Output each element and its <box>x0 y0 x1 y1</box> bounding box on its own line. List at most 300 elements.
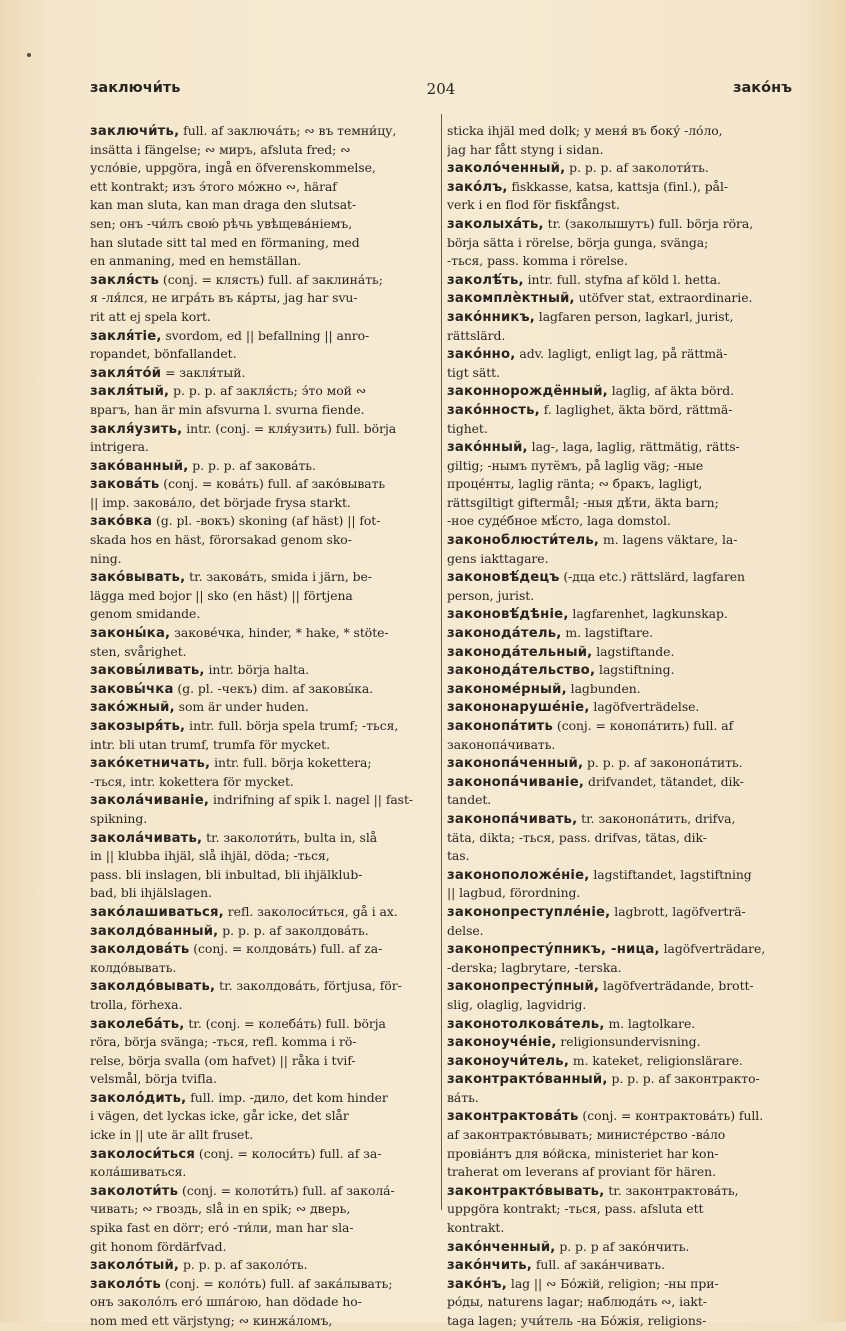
definition-text: ро́ды, naturens lagar; наблюда́ть ∾, iakt- <box>447 1294 707 1310</box>
definition-text: p. p. p. af законтракто- <box>607 1071 760 1087</box>
entry-line <box>447 271 791 290</box>
headword: закова́ть <box>90 477 160 493</box>
entry-continuation-line <box>90 159 436 178</box>
definition-text: drifvandet, tätandet, dik- <box>584 773 744 789</box>
definition-text: religionsundervisning. <box>556 1034 701 1050</box>
definition-text: -ться, pass. komma i rörelse. <box>447 253 628 269</box>
entry-continuation-line <box>90 587 436 606</box>
definition-text: intr. full. börja spela trumf; -ться, <box>185 718 399 733</box>
entry-continuation-line <box>90 736 436 755</box>
headword: заключи́ть, <box>90 124 180 139</box>
entry-line <box>90 977 436 996</box>
entry-continuation-line <box>90 773 436 792</box>
entry-line <box>447 680 791 699</box>
definition-text: -ться, intr. kokettera för mycket. <box>90 773 294 789</box>
running-head-right: зако́нъ <box>733 80 792 96</box>
entry-continuation-line <box>447 1219 791 1238</box>
definition-text: slig, olaglig, lagvidrig. <box>447 996 587 1012</box>
headword: законтракто́вывать, <box>447 1183 605 1199</box>
definition-text: traherat om leverans af proviant för hären. <box>447 1164 716 1180</box>
definition-text: intr. (conj. = кля́узить) full. börja <box>182 420 397 436</box>
definition-text: кола́шиваться. <box>90 1164 187 1180</box>
entry-line <box>90 922 436 941</box>
entry-line <box>90 698 436 717</box>
entry-line <box>447 531 791 550</box>
definition-text: tighet. <box>447 420 488 436</box>
headword: зако́вка <box>90 514 153 530</box>
entry-continuation-line <box>447 829 791 848</box>
definition-text: kontrakt. <box>447 1220 505 1236</box>
definition-text: || imp. закова́ло, det började frysa starkt. <box>90 494 351 510</box>
entry-continuation-line <box>447 1312 791 1331</box>
headword: заколдова́ть <box>90 942 190 958</box>
headword: закола́чиваніе, <box>90 793 210 809</box>
entry-continuation-line <box>447 1089 791 1108</box>
definition-text: intr. bli utan trumf, trumfa för mycket. <box>90 736 330 752</box>
definition-text: lagöfverträdande, brott- <box>599 978 754 994</box>
definition-text: чивать; ∾ гвоздь, slå in en spik; ∾ дверь, <box>90 1201 351 1217</box>
definition-text: spika fast en dörr; его́ -ти́ли, man har sla- <box>90 1220 354 1236</box>
entry-continuation-line <box>90 494 436 513</box>
headword: законнорождённый, <box>447 384 608 400</box>
definition-text: tr. заколоти́ть, bulta in, slå <box>202 829 378 845</box>
entry-continuation-line <box>90 141 436 160</box>
entry-line <box>447 903 791 922</box>
definition-text: p. p. p. af заколо́ть. <box>179 1257 308 1273</box>
entry-continuation-line <box>90 1293 436 1312</box>
headword: законопа́чиваніе, <box>447 774 585 790</box>
headword: законопа́чивать, <box>447 811 578 827</box>
entry-line <box>447 866 791 885</box>
entry-continuation-line <box>90 1033 436 1052</box>
definition-text: (conj. = клясть) full. af заклина́ть; <box>159 271 383 287</box>
definition-text: verk i en flod för fiskfångst. <box>447 197 620 213</box>
entry-continuation-line <box>90 438 436 457</box>
headword: зако́вывать, <box>90 570 186 586</box>
entry-continuation-line <box>90 531 436 550</box>
definition-text: (conj. = колоти́ть) full. af закола́- <box>178 1182 395 1198</box>
definition-text: p. p. p. af заколоти́ть. <box>565 160 709 176</box>
definition-text: han slutade sitt tal med en förmaning, med <box>90 234 360 250</box>
definition-text: провіа́нтъ для во́йска, ministeriet har kon- <box>447 1145 719 1161</box>
definition-text: (g. pl. -вокъ) skoning (af häst) || fot- <box>152 513 381 529</box>
headword: заколоси́ться <box>90 1146 196 1162</box>
entry-continuation-line <box>447 1163 791 1182</box>
entry-line <box>447 1275 791 1294</box>
entry-continuation-line <box>447 587 791 606</box>
definition-text: проце́нты, laglig ränta; ∾ бракъ, lagligt, <box>447 476 703 492</box>
definition-text: онъ заколо́лъ его́ шпа́гою, han dödade ho- <box>90 1294 362 1310</box>
definition-text: intr. full. styfna af köld l. hetta. <box>523 271 721 287</box>
definition-text: || lagbud, förordning. <box>447 885 581 901</box>
paper-speck <box>27 53 31 57</box>
definition-text: delse. <box>447 922 484 938</box>
entry-continuation-line <box>447 736 791 755</box>
definition-text: indrifning af spik l. nagel || fast- <box>209 792 414 808</box>
definition-text: ett kontrakt; изъ э́того мо́жно ∾, häraf <box>90 178 337 194</box>
headword: заколдо́ванный, <box>90 923 219 939</box>
definition-text: закове́чка, hinder, * hake, * stöte- <box>170 625 389 641</box>
headword: законода́тель, <box>447 626 562 642</box>
definition-text: (conj. = конопа́тить) full. af <box>553 718 734 733</box>
entry-continuation-line <box>90 1052 436 1071</box>
entry-continuation-line <box>447 959 791 978</box>
entry-continuation-line <box>90 215 436 234</box>
entry-line <box>90 754 436 773</box>
definition-text: spikning. <box>90 810 148 826</box>
entry-line <box>447 1070 791 1089</box>
headword: законопреступле́ніе, <box>447 904 611 920</box>
definition-text: adv. lagligt, enligt lag, på rättmä- <box>515 346 728 362</box>
headword: законовѣ́дѣніе, <box>447 607 569 623</box>
entry-continuation-line <box>90 866 436 885</box>
definition-text: rättslärd. <box>447 327 506 343</box>
entry-line <box>90 122 436 141</box>
entry-line <box>90 940 436 959</box>
definition-text: rit att ej spela kort. <box>90 308 211 324</box>
entry-line <box>90 475 436 494</box>
entry-line <box>90 568 436 587</box>
headword: закля́тіе, <box>90 328 162 344</box>
headword: зако́нный, <box>447 440 528 456</box>
headword: законопресту́пный, <box>447 979 600 995</box>
headword: законопа́ченный, <box>447 756 584 772</box>
entry-continuation-line <box>90 289 436 308</box>
definition-text: tas. <box>447 848 470 864</box>
definition-text: lagöfverträdare, <box>659 941 766 957</box>
entry-continuation-line <box>447 234 791 253</box>
entry-line <box>90 1256 436 1275</box>
entry-continuation-line <box>447 922 791 941</box>
entry-line <box>90 382 436 401</box>
headword: законоучи́тель, <box>447 1053 570 1069</box>
definition-text: я -ля́лся, не игра́ть въ ка́рты, jag har svu- <box>90 290 358 306</box>
entry-line <box>90 680 436 699</box>
entry-line <box>447 568 791 587</box>
headword: законопресту́пникъ, -ница, <box>447 942 660 958</box>
entry-line <box>447 624 791 643</box>
definition-text: p. p. p. af заколдова́ть. <box>218 922 369 938</box>
right-column <box>447 122 791 1331</box>
definition-text: pass. bli inslagen, bli inbultad, bli ihjälklub- <box>90 866 363 882</box>
definition-text: lagbrott, lagöfverträ- <box>610 903 746 919</box>
headword: зако́нникъ, <box>447 309 535 325</box>
entry-line <box>447 159 791 178</box>
running-head-left: заключи́ть <box>90 80 181 96</box>
entry-line <box>90 364 436 383</box>
entry-line <box>447 1182 791 1201</box>
definition-text: lagbunden. <box>566 680 641 696</box>
headword: заколо́ть <box>90 1276 161 1292</box>
headword: заколо́ченный, <box>447 161 566 177</box>
definition-text: ropandet, bönfallandet. <box>90 346 237 362</box>
entry-line <box>447 178 791 197</box>
entry-line <box>447 1256 791 1275</box>
entry-continuation-line <box>447 196 791 215</box>
headword: законоуче́ніе, <box>447 1035 557 1051</box>
headword: закля́сть <box>90 272 160 288</box>
definition-text: m. lagens väktare, la- <box>599 532 738 548</box>
entry-continuation-line <box>90 1238 436 1257</box>
headword: заколоти́ть <box>90 1183 179 1199</box>
entry-line <box>90 420 436 439</box>
definition-text: tr. (conj. = колеба́ть) full. börja <box>184 1015 386 1031</box>
entry-continuation-line <box>90 1126 436 1145</box>
headword: законоблюсти́тель, <box>447 533 600 549</box>
definition-text: full. imp. -дило, det kom hinder <box>186 1089 388 1105</box>
definition-text: af законтракто́вывать; министе́рство -ва́ло <box>447 1127 726 1143</box>
headword: заколо́дить, <box>90 1090 187 1106</box>
entry-continuation-line <box>90 1163 436 1182</box>
definition-text: icke in || ute är allt fruset. <box>90 1127 254 1143</box>
entry-continuation-line <box>447 420 791 439</box>
definition-text: f. laglighet, äkta börd, rättmä- <box>539 401 733 417</box>
entry-continuation-line <box>447 1293 791 1312</box>
definition-text: relse, börja svalla (om hafvet) || råka i tvif- <box>90 1052 356 1068</box>
headword: закономе́рный, <box>447 681 567 697</box>
entry-line <box>447 661 791 680</box>
definition-text: p. p. p af зако́нчить. <box>555 1238 690 1254</box>
headword: закозыря́ть, <box>90 719 186 734</box>
definition-text: sticka ihjäl med dolk; у меня́ въ боку́ -ло́ло, <box>447 123 723 138</box>
definition-text: (conj. = колоси́ть) full. af за- <box>195 1145 382 1161</box>
definition-text: lagstiftandet, lagstiftning <box>589 866 752 882</box>
definition-text: bad, bli ihjälslagen. <box>90 885 212 901</box>
headword: законоположе́ніе, <box>447 867 590 883</box>
headword: законода́тельство, <box>447 663 596 679</box>
entry-continuation-line <box>90 401 436 420</box>
headword: зако́нность, <box>447 402 540 418</box>
definition-text: nom med ett värjstyng; ∾ кинжа́ломъ, <box>90 1313 333 1328</box>
entry-continuation-line <box>447 1200 791 1219</box>
definition-text: börja sätta i rörelse, börja gunga, svänga; <box>447 234 709 250</box>
entry-line <box>90 327 436 346</box>
definition-text: kan man sluta, kan man draga den slutsat- <box>90 197 357 213</box>
entry-continuation-line <box>90 643 436 662</box>
entry-continuation-line <box>447 252 791 271</box>
definition-text: врагъ, han är min afsvurna l. svurna fiende. <box>90 401 365 417</box>
definition-text: lagfarenhet, lagkunskap. <box>568 606 728 622</box>
headword: законтрактова́ть <box>447 1109 579 1125</box>
headword: зако́нъ, <box>447 1276 508 1292</box>
definition-text: laglig, af äkta börd. <box>607 383 735 399</box>
entry-line <box>447 717 791 736</box>
entry-line <box>447 345 791 364</box>
entry-line <box>447 289 791 308</box>
entry-line <box>447 605 791 624</box>
definition-text: lagstiftande. <box>592 643 675 659</box>
entry-continuation-line <box>90 996 436 1015</box>
definition-text: lagfaren person, lagkarl, jurist, <box>534 308 734 324</box>
headword: зако́нченный, <box>447 1239 556 1255</box>
definition-text: p. p. p. af закова́ть. <box>188 457 316 473</box>
entry-continuation-line <box>447 996 791 1015</box>
entry-continuation-line <box>90 345 436 364</box>
definition-text: lägga med bojor || sko (en häst) || förtjena <box>90 587 353 603</box>
definition-text: person, jurist. <box>447 587 535 603</box>
entry-line <box>90 661 436 680</box>
entry-line <box>90 1145 436 1164</box>
headword: заколеба́ть, <box>90 1016 185 1032</box>
entry-line <box>90 1089 436 1108</box>
entry-line <box>90 717 436 736</box>
entry-line <box>447 698 791 717</box>
entry-continuation-line <box>447 364 791 383</box>
entry-line <box>90 1182 436 1201</box>
definition-text: svordom, ed || befallning || anro- <box>161 327 370 343</box>
definition-text: fiskkasse, katsa, kattsja (finl.), pål- <box>507 178 729 194</box>
definition-text: full. af зака́нчивать. <box>531 1257 665 1273</box>
definition-text: giltig; -нымъ путёмъ, på laglig väg; -ные <box>447 457 704 473</box>
page-number: 204 <box>426 80 456 98</box>
definition-text: intrigera. <box>90 439 149 455</box>
entry-line <box>90 457 436 476</box>
headword: заколѣ́ть, <box>447 272 524 288</box>
entry-line <box>90 791 436 810</box>
definition-text: lag-, laga, laglig, rättmätig, rätts- <box>527 439 740 455</box>
headword: закля́узить, <box>90 421 183 437</box>
definition-text: tigt sätt. <box>447 364 500 380</box>
entry-line <box>447 382 791 401</box>
entry-continuation-line <box>447 475 791 494</box>
entry-continuation-line <box>447 494 791 513</box>
entry-continuation-line <box>90 550 436 569</box>
definition-text: lag || ∾ Бо́жій, religion; -ны при- <box>507 1275 719 1291</box>
entry-line <box>447 643 791 662</box>
definition-text: utöfver stat, extraordinarie. <box>574 290 753 306</box>
entry-continuation-line <box>90 847 436 866</box>
entry-line <box>447 215 791 234</box>
headword: закола́чивать, <box>90 830 203 846</box>
entry-line <box>90 624 436 643</box>
definition-text: ning. <box>90 550 122 566</box>
definition-text: -ное суде́бное мѣ́сто, laga domstol. <box>447 513 671 529</box>
definition-text: -derska; lagbrytare, -terska. <box>447 959 622 975</box>
headword: зако́лашиваться, <box>90 904 224 920</box>
headword: заковы́ливать, <box>90 663 205 679</box>
definition-text: refl. заколоси́ться, gå i ax. <box>223 903 398 919</box>
definition-text: röra, börja svänga; -ться, refl. komma i rö- <box>90 1034 357 1050</box>
definition-text: tr. закова́ть, smida i järn, be- <box>185 569 372 585</box>
headword: законы́ка, <box>90 626 171 642</box>
headword: законовѣ́децъ <box>447 570 560 586</box>
headword: зако́нно, <box>447 347 516 363</box>
entry-continuation-line <box>447 1126 791 1145</box>
definition-text: = закля́тый. <box>161 364 246 380</box>
definition-text: m. lagtolkare. <box>604 1015 696 1031</box>
entry-continuation-line <box>90 234 436 253</box>
definition-text: p. p. p. af закля́сть; э́то мой ∾ <box>169 383 367 399</box>
definition-text: m. kateket, religionslärare. <box>569 1052 743 1068</box>
entry-continuation-line <box>90 1107 436 1126</box>
headword: заковы́чка <box>90 681 174 697</box>
headword: закомплѐктный, <box>447 291 575 307</box>
entry-continuation-line <box>447 512 791 531</box>
entry-continuation-line <box>447 1145 791 1164</box>
definition-text: tandet. <box>447 792 492 808</box>
entry-line <box>447 1238 791 1257</box>
definition-text: tr. законопа́тить, drifva, <box>577 810 736 826</box>
entry-continuation-line <box>447 791 791 810</box>
headword: законотолкова́тель, <box>447 1016 605 1032</box>
definition-text: som är under huden. <box>174 699 309 715</box>
headword: зако́нчить, <box>447 1258 532 1274</box>
entry-line <box>447 940 791 959</box>
page-header <box>90 80 792 102</box>
entry-continuation-line <box>90 1200 436 1219</box>
headword: законода́тельный, <box>447 644 593 660</box>
entry-continuation-line <box>447 327 791 346</box>
entry-continuation-line <box>447 457 791 476</box>
entry-continuation-line <box>447 847 791 866</box>
definition-text: (conj. = коло́ть) full. af зака́лывать; <box>160 1275 393 1291</box>
entry-continuation-line <box>447 122 791 141</box>
headword: зако́кетничать, <box>90 756 211 772</box>
definition-text: tr. (заколышутъ) full. börja röra, <box>543 215 754 231</box>
definition-text: lagstiftning. <box>595 662 675 678</box>
definition-text: velsmål, börja tvifla. <box>90 1071 217 1087</box>
entry-line <box>447 1107 791 1126</box>
entry-continuation-line <box>447 141 791 160</box>
entry-continuation-line <box>90 1070 436 1089</box>
definition-text: sten, svårighet. <box>90 643 187 659</box>
definition-text: genom smidande. <box>90 606 201 622</box>
headword: законтракто́ванный, <box>447 1072 608 1088</box>
definition-text: p. p. p. af законопа́тить. <box>583 755 743 771</box>
entry-line <box>90 829 436 848</box>
definition-text: (g. pl. -чекъ) dim. af заковы́ка. <box>173 680 374 696</box>
entry-line <box>447 754 791 773</box>
definition-text: insätta i fängelse; ∾ миръ, afsluta fred; ∾ <box>90 141 351 157</box>
entry-line <box>447 810 791 829</box>
entry-line <box>447 401 791 420</box>
entry-continuation-line <box>447 550 791 569</box>
entry-line <box>447 308 791 327</box>
headword: зако́лъ, <box>447 179 508 195</box>
definition-text: tr. заколдова́ть, förtjusa, för- <box>215 978 402 994</box>
entry-continuation-line <box>90 810 436 829</box>
entry-line <box>447 1015 791 1034</box>
column-divider <box>441 114 442 1210</box>
definition-text: (conj. = кова́ть) full. af зако́вывать <box>159 476 386 492</box>
headword: зако́жный, <box>90 700 175 716</box>
headword: заколдо́вывать, <box>90 979 216 995</box>
entry-continuation-line <box>90 1312 436 1331</box>
entry-continuation-line <box>90 308 436 327</box>
entry-line <box>90 1015 436 1034</box>
definition-text: uppgöra kontrakt; -ться, pass. afsluta ett <box>447 1201 704 1217</box>
entry-continuation-line <box>90 1219 436 1238</box>
definition-text: lagöfverträdelse. <box>589 699 700 715</box>
headword: заколыха́ть, <box>447 216 544 232</box>
definition-text: (conj. = колдова́ть) full. af za- <box>189 941 383 957</box>
definition-text: ва́ть. <box>447 1089 479 1105</box>
definition-text: (-дца etc.) rättslärd, lagfaren <box>559 569 745 585</box>
entry-line <box>447 1033 791 1052</box>
entry-line <box>447 977 791 996</box>
definition-text: (conj. = контрактова́ть) full. <box>578 1108 764 1124</box>
definition-text: колдо́вывать. <box>90 959 177 975</box>
definition-text: усло́віе, uppgöra, ingå en öfverenskommelse, <box>90 160 376 176</box>
definition-text: m. lagstiftare. <box>561 625 653 641</box>
entry-continuation-line <box>90 196 436 215</box>
headword: закононаруше́ніе, <box>447 700 590 716</box>
entry-line <box>447 438 791 457</box>
definition-text: en anmaning, med en hemställan. <box>90 253 302 269</box>
left-column <box>90 122 436 1331</box>
entry-line <box>447 773 791 792</box>
definition-text: intr. full. börja kokettera; <box>210 755 372 771</box>
